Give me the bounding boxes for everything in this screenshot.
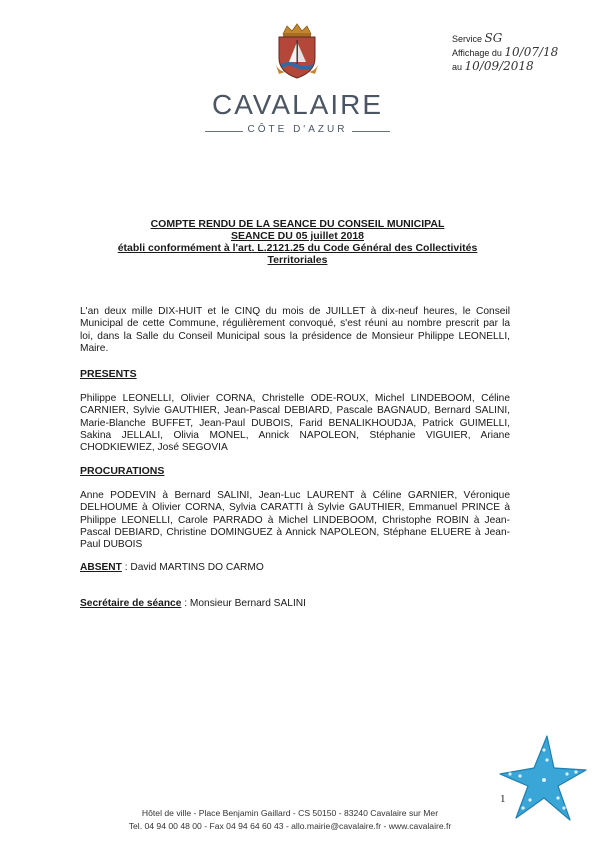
stamp-au-value: 10/09/2018 xyxy=(464,59,534,73)
procurations-heading: PROCURATIONS xyxy=(80,465,165,477)
service-stamp xyxy=(452,32,582,74)
title-line-2: SEANCE DU 05 juillet 2018 xyxy=(230,230,365,242)
title-line-3: établi conformément à l'art. L.2121.25 du Code Général des Collectivités xyxy=(117,242,478,254)
stamp-service-row xyxy=(452,32,582,46)
presents-heading: PRESENTS xyxy=(80,368,137,380)
absent-value: : David MARTINS DO CARMO xyxy=(121,562,264,573)
page-number: 1 xyxy=(500,793,506,805)
stamp-affichage-row xyxy=(452,46,582,60)
stamp-service-value: SG xyxy=(484,31,503,45)
brand-name: CAVALAIRE xyxy=(211,89,383,120)
secretaire-value: : Monsieur Bernard SALINI xyxy=(181,598,306,609)
crest-logo-icon xyxy=(265,20,329,82)
presents-list: Philippe LEONELLI, Olivier CORNA, Christelle ODE-ROUX, Michel LINDEBOOM, Céline CARNIER, Sylvie GAUTHIER, Jean-Pascal DEBIARD, Pascale BAGNAUD, Bernard SALINI, Marie-Blanche BUFFET, Jean-Paul DUBOIS, Farid BENALIKHOUDJA, Patrick GUIMELLI, Sakina JELLALI, Olivia MONEL, Annick NAPOLEON, Stéphanie VIGUIER, Ariane CHODKIEWIEZ, José SEGOVIA xyxy=(80,393,510,454)
document-title xyxy=(100,218,495,266)
absent-label: ABSENT xyxy=(80,562,122,573)
footer-address: Hôtel de ville - Place Benjamin Gaillard - CS 50150 - 83240 Cavalaire sur Mer xyxy=(141,808,439,818)
title-line-1: COMPTE RENDU DE LA SEANCE DU CONSEIL MUNICIPAL xyxy=(150,218,445,230)
title-line-4: Territoriales xyxy=(267,254,328,266)
stamp-affichage-label: Affichage du xyxy=(452,48,502,58)
stamp-service-label: Service xyxy=(452,34,483,44)
stamp-au-row xyxy=(452,60,582,74)
footer-contacts: Tel. 04 94 00 48 00 - Fax 04 94 64 60 43 - allo.mairie@cavalaire.fr - www.cavalaire.fr xyxy=(128,821,452,831)
brand-subtitle: CÔTE D'AZUR xyxy=(247,124,348,135)
secretaire-line xyxy=(80,598,306,610)
brand-subtitle-row xyxy=(205,124,390,138)
absent-line xyxy=(80,562,264,574)
intro-paragraph: L'an deux mille DIX-HUIT et le CINQ du mois de JUILLET à dix-neuf heures, le Conseil Municipal de cette Commune, régulièrement convoqué, s'est réuni au nombre prescrit par la loi, dans la Salle du Conseil Municipal sous la présidence de Monsieur Philippe LEONELLI, Maire. xyxy=(80,306,510,354)
procurations-list: Anne PODEVIN à Bernard SALINI, Jean-Luc LAURENT à Céline GARNIER, Véronique DELHOUME à Olivier CORNA, Sylvia CARATTI à Sylvie GAUTHIER, Emmanuel PRINCE à Philippe LEONELLI, Carole PARRADO à Michel LINDEBOOM, Christophe ROBIN à Jean-Pascal DEBIARD, Christine DOMINGUEZ à Annick NAPOLEON, Stéphane ELUERE à Jean-Paul DUBOIS xyxy=(80,490,510,551)
stamp-au-label: au xyxy=(452,62,463,72)
secretaire-label: Secrétaire de séance xyxy=(80,598,182,609)
stamp-affichage-value: 10/07/18 xyxy=(504,45,559,59)
